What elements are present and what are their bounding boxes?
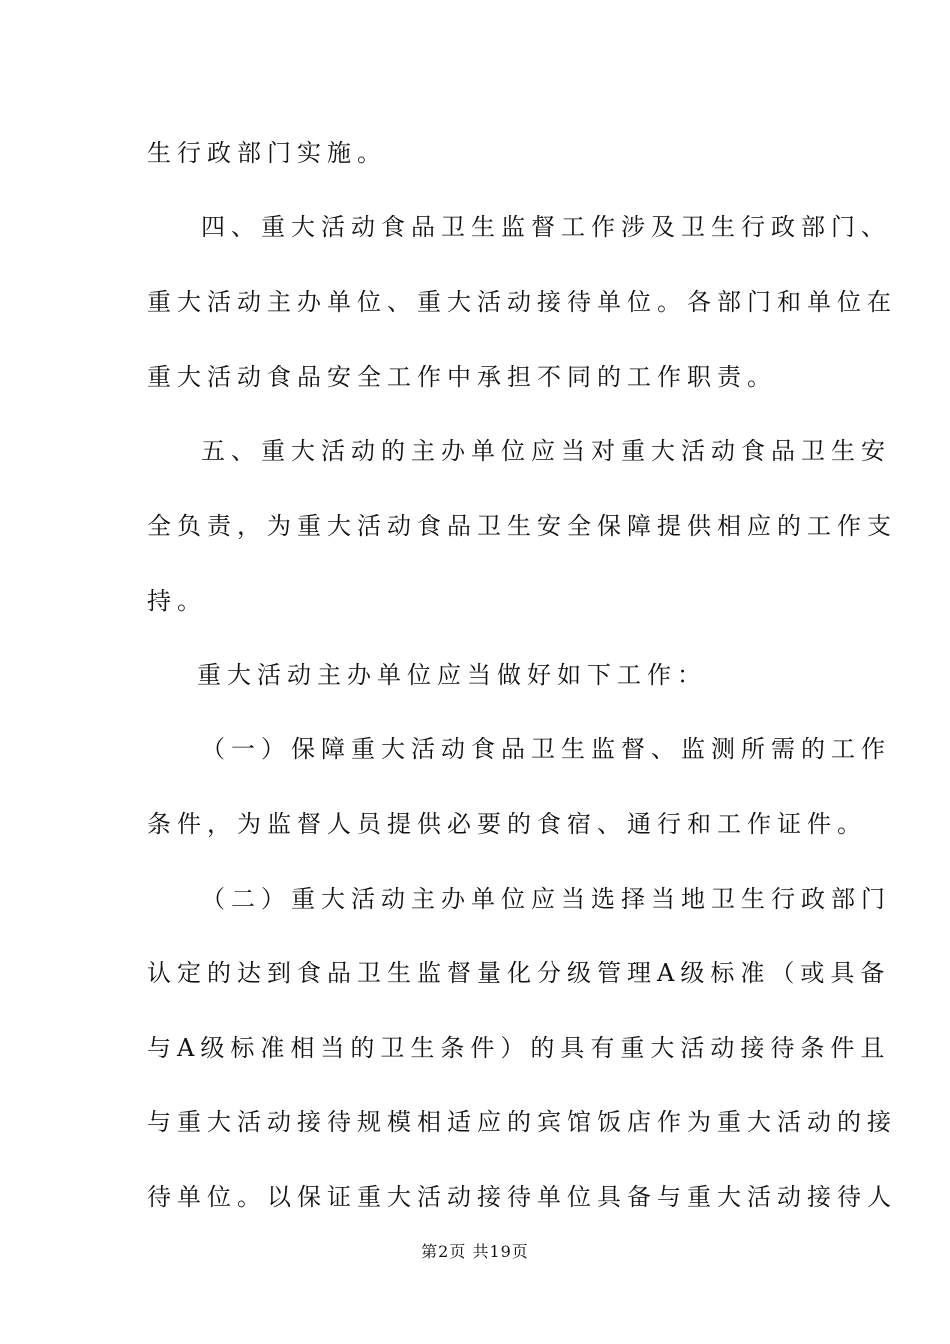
text-line-4: 重大活动食品安全工作中承担不同的工作职责。: [147, 363, 777, 391]
text-line-11: （二）重大活动主办单位应当选择当地卫生行政部门: [201, 885, 891, 913]
text-line-2: 四、重大活动食品卫生监督工作涉及卫生行政部门、: [201, 213, 891, 241]
text-line-13: 与A级标准相当的卫生条件）的具有重大活动接待条件且: [147, 1034, 891, 1062]
text-line-9: （一）保障重大活动食品卫生监督、监测所需的工作: [201, 735, 891, 763]
text-line-6: 全负责，为重大活动食品卫生安全保障提供相应的工作支: [147, 512, 897, 540]
text-line-7: 持。: [147, 587, 207, 615]
text-line-1: 生行政部门实施。: [147, 139, 387, 167]
text-line-12: 认定的达到食品卫生监督量化分级管理A级标准（或具备: [147, 959, 891, 987]
text-line-5: 五、重大活动的主办单位应当对重大活动食品卫生安: [201, 437, 891, 465]
text-line-10: 条件，为监督人员提供必要的食宿、通行和工作证件。: [147, 810, 867, 838]
text-line-3: 重大活动主办单位、重大活动接待单位。各部门和单位在: [147, 288, 897, 316]
text-line-15: 待单位。以保证重大活动接待单位具备与重大活动接待人: [147, 1183, 897, 1211]
page-number-footer: 第2页 共19页: [421, 1242, 529, 1261]
text-line-14: 与重大活动接待规模相适应的宾馆饭店作为重大活动的接: [147, 1108, 897, 1136]
text-line-8: 重大活动主办单位应当做好如下工作：: [197, 661, 707, 689]
